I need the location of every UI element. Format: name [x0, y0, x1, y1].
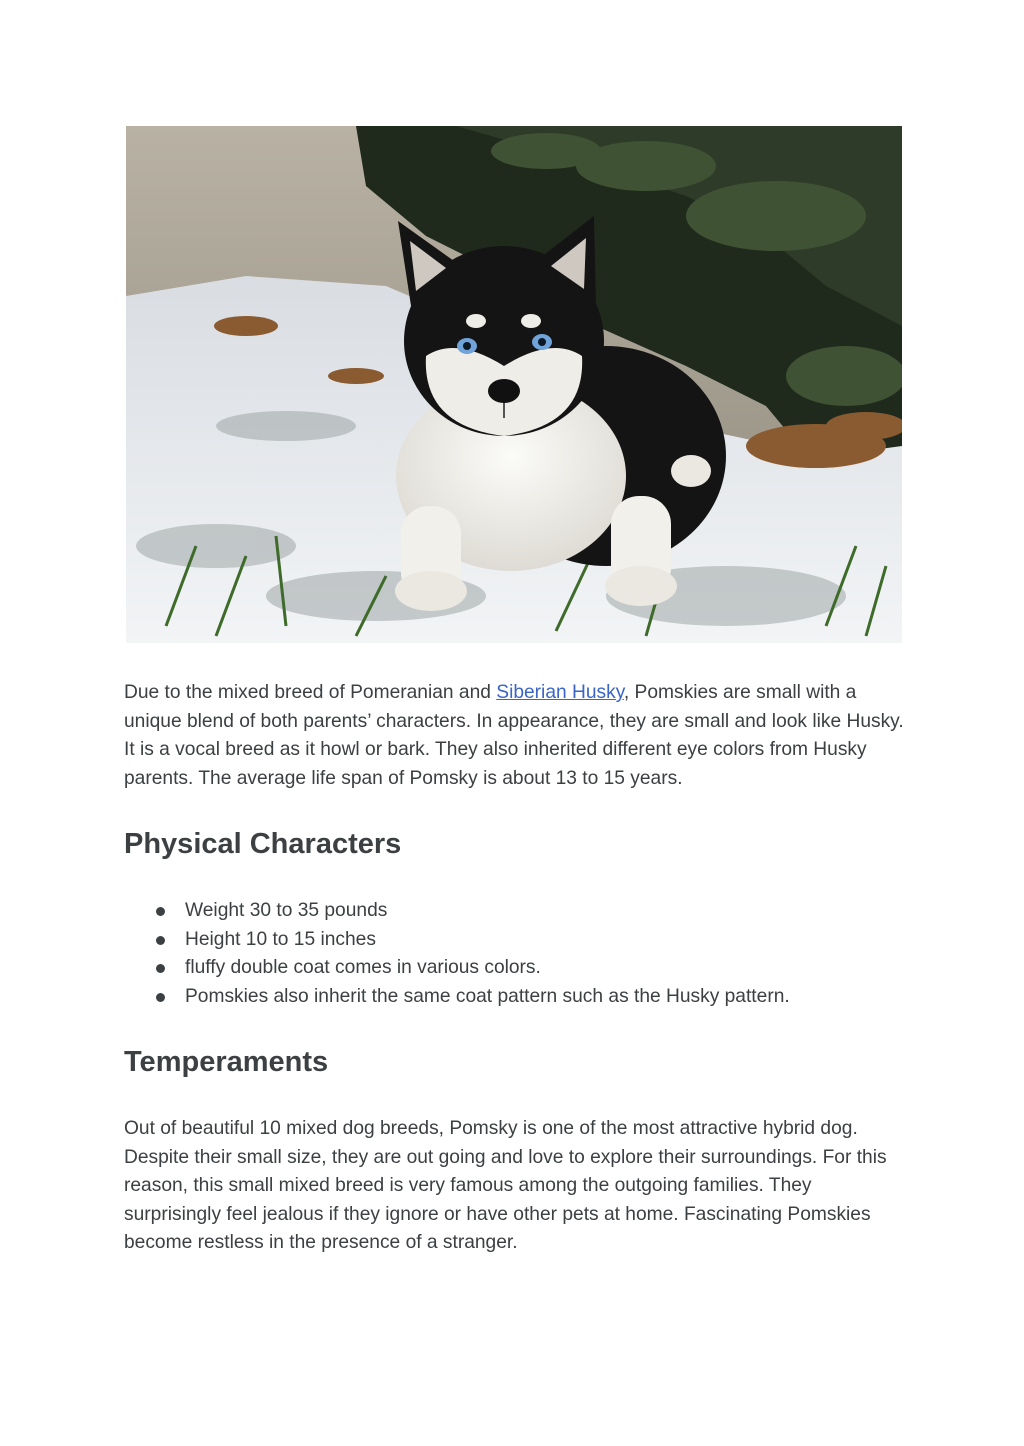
list-item-text: fluffy double coat comes in various colors.	[185, 957, 541, 979]
list-item-text: Weight 30 to 35 pounds	[185, 900, 388, 921]
list-item	[124, 926, 904, 955]
temperaments-paragraph: Out of beautiful 10 mixed dog breeds, Pomsky is one of the most attractive hybrid dog. Despite their small size, they are out going and love to explore their surroundings. For this reason, this small mixed breed is very famous among the outgoing families. They surprisingly feel jealous if they ignore or have other pets at home. Fascinating Pomskies become restless in the presence of a stranger.	[124, 1118, 887, 1253]
list-item	[124, 954, 904, 983]
bullet-icon	[156, 907, 165, 916]
list-item-text: Pomskies also inherit the same coat pattern such as the Husky pattern.	[185, 985, 790, 1007]
pomsky-puppy-photo	[126, 126, 902, 643]
temperaments-heading: Temperaments	[124, 1046, 329, 1078]
intro-text-after: , Pomskies are small with a unique blend of both parents’ characters. In appearance, they are small and look like Husky. It is a vocal breed as it howl or bark. They also inherited different eye colors from Husky parents. The average life span of Pomsky is about 13 to 15 years.	[124, 682, 904, 789]
intro-paragraph	[124, 679, 904, 793]
bullet-icon	[156, 936, 165, 945]
siberian-husky-link[interactable]: Siberian Husky	[496, 682, 624, 703]
bullet-icon	[156, 964, 165, 973]
list-item-text: Height 10 to 15 inches	[185, 928, 376, 950]
physical-characters-list	[124, 897, 904, 1011]
list-item	[124, 897, 904, 926]
intro-text-before: Due to the mixed breed of Pomeranian and	[124, 682, 497, 703]
bullet-icon	[156, 993, 165, 1002]
physical-characters-heading: Physical Characters	[124, 828, 402, 860]
list-item	[124, 983, 904, 1012]
